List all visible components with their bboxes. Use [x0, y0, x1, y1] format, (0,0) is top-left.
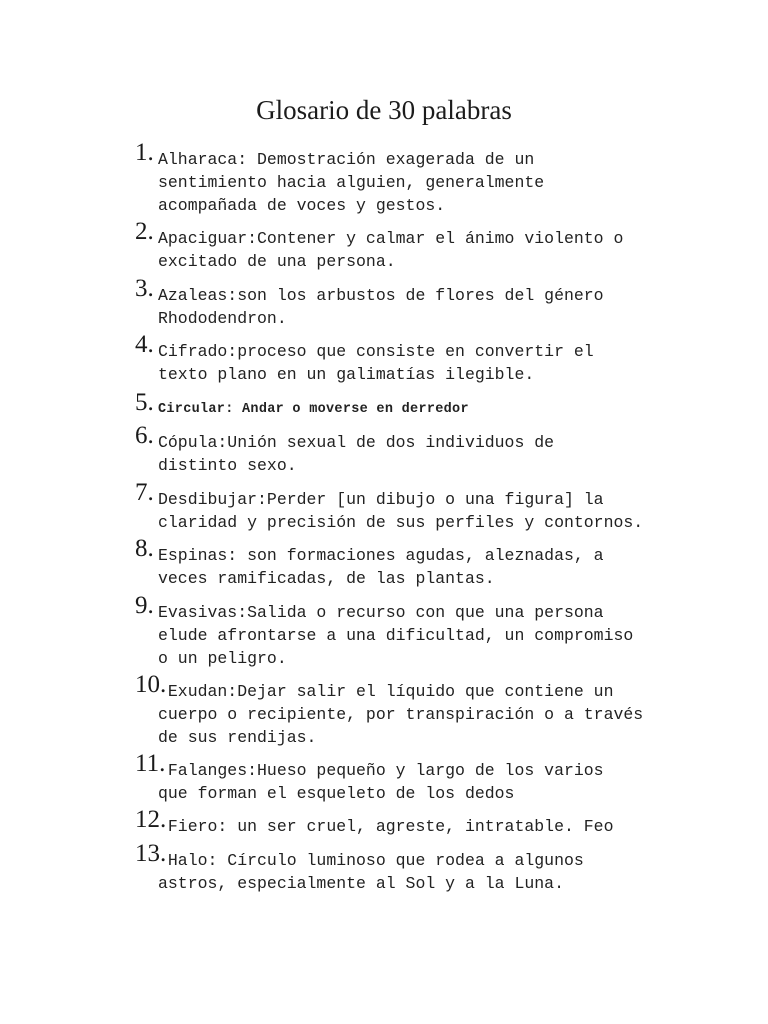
entry-number: 6.	[135, 422, 154, 449]
entry-line: Azaleas:son los arbustos de flores del género	[158, 286, 604, 305]
entry-text	[135, 488, 695, 534]
entry-number: 3.	[135, 275, 154, 302]
entry-text	[135, 601, 695, 670]
entry-line: Evasivas:Salida o recurso con que una persona	[158, 603, 604, 622]
entry-text	[135, 148, 695, 217]
glossary-entry	[135, 671, 695, 749]
entry-line: claridad y precisión de sus perfiles y contornos.	[158, 513, 644, 532]
glossary-entry	[135, 592, 695, 670]
entry-number: 9.	[135, 592, 154, 619]
entry-text	[135, 849, 695, 895]
entry-line: cuerpo o recipiente, por transpiración o a través	[158, 705, 644, 724]
glossary-entry	[135, 840, 695, 895]
entry-line: excitado de una persona.	[158, 252, 396, 271]
glossary-entry	[135, 479, 695, 534]
entry-line: Cifrado:proceso que consiste en convertir el	[158, 342, 594, 361]
entry-number: 8.	[135, 535, 154, 562]
entry-line: distinto sexo.	[158, 456, 297, 475]
entry-line: Halo: Círculo luminoso que rodea a algunos	[158, 851, 584, 870]
glossary-entry	[135, 806, 695, 838]
entry-text	[135, 431, 695, 477]
document-title: Glosario de 30 palabras	[256, 95, 512, 125]
entry-line: sentimiento hacia alguien, generalmente	[158, 173, 545, 192]
entry-number: 2.	[135, 218, 154, 245]
entry-text	[135, 284, 695, 330]
entry-line: Cópula:Unión sexual de dos individuos de	[158, 433, 555, 452]
glossary-entry	[135, 331, 695, 386]
entry-number: 10.	[135, 671, 167, 698]
entry-line: texto plano en un galimatías ilegible.	[158, 365, 535, 384]
entry-text	[135, 340, 695, 386]
glossary-entry	[135, 139, 695, 217]
glossary-entry	[135, 422, 695, 477]
entry-number: 11.	[135, 750, 166, 777]
entry-line: de sus rendijas.	[158, 728, 317, 747]
glossary-entry	[135, 218, 695, 273]
entry-line: Espinas: son formaciones agudas, aleznadas, a	[158, 546, 604, 565]
entry-number: 12.	[135, 806, 167, 833]
entry-line: Alharaca: Demostración exagerada de un	[158, 150, 535, 169]
entry-line: Rhododendron.	[158, 309, 287, 328]
entry-line: astros, especialmente al Sol y a la Luna.	[158, 874, 564, 893]
glossary-entry	[135, 275, 695, 330]
entry-text	[135, 680, 695, 749]
entry-line: Exudan:Dejar salir el líquido que contiene un	[158, 682, 614, 701]
entry-number: 7.	[135, 479, 154, 506]
entry-text	[135, 544, 695, 590]
glossary-entry	[135, 535, 695, 590]
entry-line: Apaciguar:Contener y calmar el ánimo violento o	[158, 229, 624, 248]
entry-text	[135, 759, 695, 805]
entry-line: acompañada de voces y gestos.	[158, 196, 446, 215]
entry-number: 5.	[135, 389, 154, 416]
entry-number: 13.	[135, 840, 167, 867]
glossary-entry	[135, 750, 695, 805]
entry-line: veces ramificadas, de las plantas.	[158, 569, 495, 588]
entry-text	[135, 227, 695, 273]
entry-line: Fiero: un ser cruel, agreste, intratable. Feo	[158, 817, 614, 836]
entry-line: o un peligro.	[158, 649, 287, 668]
entry-line: que forman el esqueleto de los dedos	[158, 784, 515, 803]
entry-text	[135, 398, 695, 421]
entry-number: 1.	[135, 139, 154, 166]
entry-line: elude afrontarse a una dificultad, un compromiso	[158, 626, 634, 645]
entry-line: Falanges:Hueso pequeño y largo de los varios	[158, 761, 604, 780]
entry-line: Circular: Andar o moverse en derredor	[158, 402, 469, 417]
entry-number: 4.	[135, 331, 154, 358]
entry-text	[135, 815, 695, 838]
glossary-entry	[135, 389, 695, 421]
entry-line: Desdibujar:Perder [un dibujo o una figura] la	[158, 490, 604, 509]
